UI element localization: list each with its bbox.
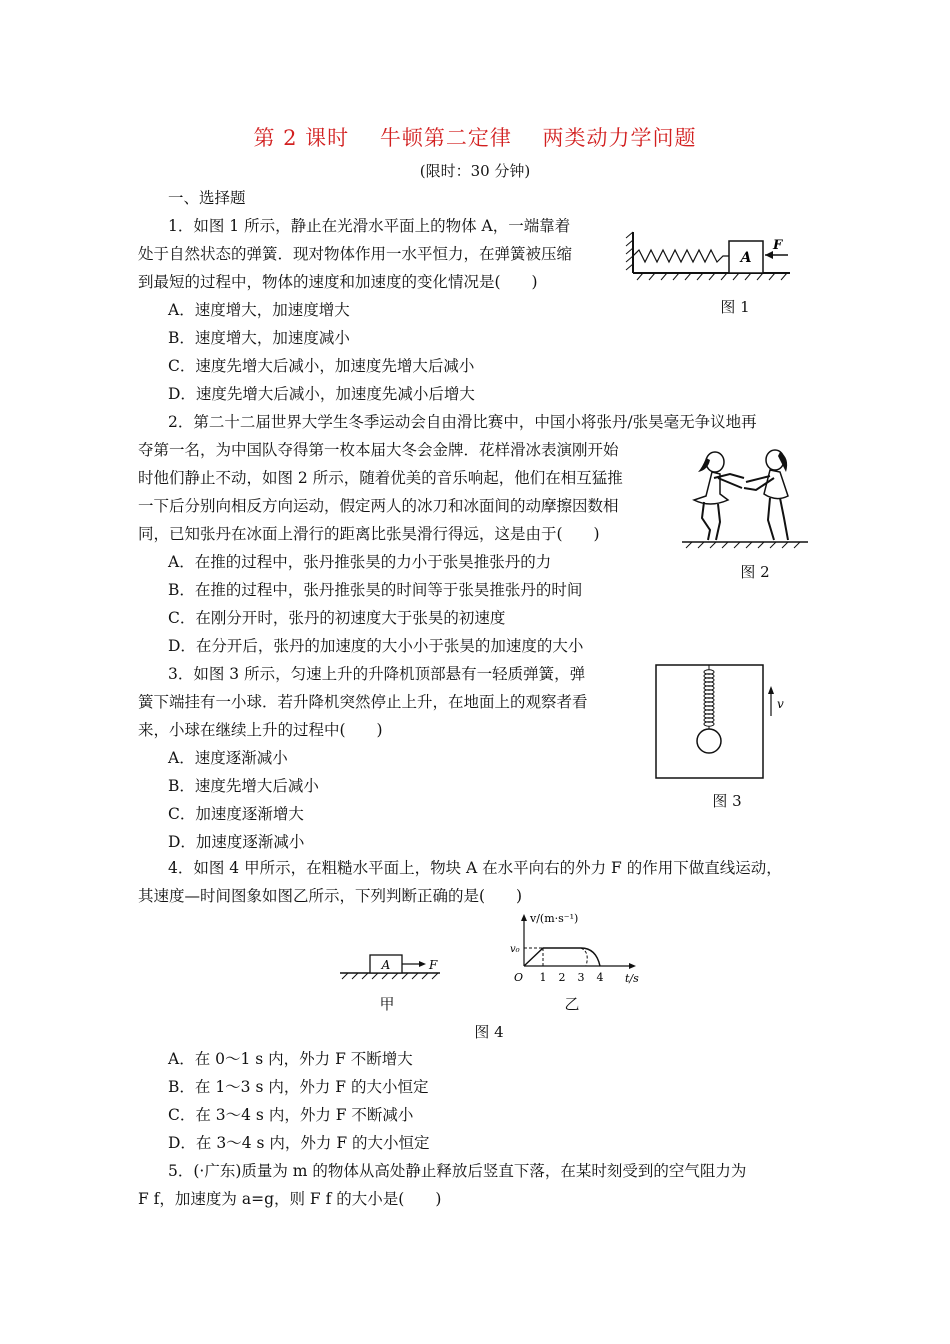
q2-line-2: 夺第一名，为中国队夺得第一枚本届大冬会金牌．花样滑冰表演刚开始 (138, 441, 619, 459)
x-tick-3: 3 (577, 971, 585, 984)
x-axis-label: t/s (625, 972, 639, 985)
fig4-force-label: F (429, 958, 438, 972)
q5-line-2: F f，加速度为 a=g，则 F f 的大小是( ) (138, 1190, 442, 1208)
figure-3-elevator (655, 664, 800, 782)
figure-4a-block (338, 950, 448, 982)
fig1-block-label: A (740, 250, 752, 266)
figure-1-spring-block (625, 228, 795, 288)
figure-4b-vt-graph (510, 908, 650, 984)
origin-label: O (514, 971, 524, 984)
fig3-velocity-label: v (777, 697, 784, 711)
q2-option-a: A．在推的过程中，张丹推张昊的力小于张昊推张丹的力 (168, 553, 552, 571)
q1-line-3: 到最短的过程中，物体的速度和加速度的变化情况是( ) (138, 273, 538, 291)
q2-line-3: 时他们静止不动，如图 2 所示，随着优美的音乐响起，他们在相互猛推 (138, 469, 623, 487)
q1-option-d: D．速度先增大后减小，加速度先减小后增大 (168, 385, 475, 403)
figure-2-caption: 图 2 (740, 563, 770, 581)
vt-curve-dashed (581, 948, 587, 966)
q4-option-c: C．在 3～4 s 内，外力 F 不断减小 (168, 1106, 414, 1124)
q4-option-b: B．在 1～3 s 内，外力 F 的大小恒定 (168, 1078, 429, 1096)
figure-2-skaters (680, 438, 810, 548)
q3-option-c: C．加速度逐渐增大 (168, 805, 304, 823)
section-heading: 一、选择题 (168, 189, 246, 207)
q4-line-2: 其速度—时间图象如图乙所示，下列判断正确的是( ) (138, 887, 523, 905)
y-axis-label: v/(m·s⁻¹) (530, 912, 579, 925)
q3-option-b: B．速度先增大后减小 (168, 777, 319, 795)
q2-option-b: B．在推的过程中，张丹推张昊的时间等于张昊推张丹的时间 (168, 581, 583, 599)
q3-line-2: 簧下端挂有一小球．若升降机突然停止上升，在地面上的观察者看 (138, 693, 588, 711)
x-tick-1: 1 (539, 971, 547, 984)
q3-option-a: A．速度逐渐减小 (168, 749, 288, 767)
q4-line-1: 4．如图 4 甲所示，在粗糙水平面上，物块 A 在水平向右的外力 F 的作用下做直线运动， (168, 859, 782, 877)
q2-option-d: D．在分开后，张丹的加速度的大小小于张昊的加速度的大小 (168, 637, 584, 655)
q2-line-5: 同，已知张丹在冰面上滑行的距离比张昊滑行得远，这是由于( ) (138, 525, 600, 543)
page-title: 第 2 课时 牛顿第二定律 两类动力学问题 (253, 126, 697, 150)
fig1-force-label: F (773, 238, 783, 253)
q1-option-a: A．速度增大，加速度增大 (168, 301, 350, 319)
vt-curve-decay (581, 948, 600, 966)
q5-line-1: 5．(·广东)质量为 m 的物体从高处静止释放后竖直下落，在某时刻受到的空气阻力为 (168, 1162, 747, 1180)
q1-line-2: 处于自然状态的弹簧．现对物体作用一水平恒力，在弹簧被压缩 (138, 245, 573, 263)
x-tick-2: 2 (558, 971, 566, 984)
time-limit: (限时：30 分钟) (419, 162, 531, 180)
q1-option-c: C．速度先增大后减小，加速度先增大后减小 (168, 357, 475, 375)
q3-option-d: D．加速度逐渐减小 (168, 833, 305, 851)
fig4-block-label: A (381, 958, 391, 972)
v0-label: v₀ (510, 944, 520, 955)
vt-curve-linear (524, 948, 581, 966)
q2-line-4: 一下后分别向相反方向运动，假定两人的冰刀和冰面间的动摩擦因数相 (138, 497, 619, 515)
q2-option-c: C．在刚分开时，张丹的初速度大于张昊的初速度 (168, 609, 506, 627)
q4-option-a: A．在 0～1 s 内，外力 F 不断增大 (168, 1050, 413, 1068)
q1-option-b: B．速度增大，加速度减小 (168, 329, 350, 347)
figure-4-caption: 图 4 (474, 1023, 504, 1041)
figure-3-caption: 图 3 (712, 792, 742, 810)
x-tick-4: 4 (596, 971, 604, 984)
q1-line-1: 1．如图 1 所示，静止在光滑水平面上的物体 A，一端靠着 (168, 217, 571, 235)
figure-4b-caption: 乙 (564, 995, 580, 1013)
q2-line-1: 2．第二十二届世界大学生冬季运动会自由滑比赛中，中国小将张丹/张昊毫无争议地再 (168, 413, 757, 431)
q3-line-1: 3．如图 3 所示，匀速上升的升降机顶部悬有一轻质弹簧，弹 (168, 665, 586, 683)
figure-1-caption: 图 1 (720, 298, 750, 316)
q4-option-d: D．在 3～4 s 内，外力 F 的大小恒定 (168, 1134, 430, 1152)
figure-4a-caption: 甲 (379, 995, 395, 1013)
q3-line-3: 来，小球在继续上升的过程中( ) (138, 721, 383, 739)
